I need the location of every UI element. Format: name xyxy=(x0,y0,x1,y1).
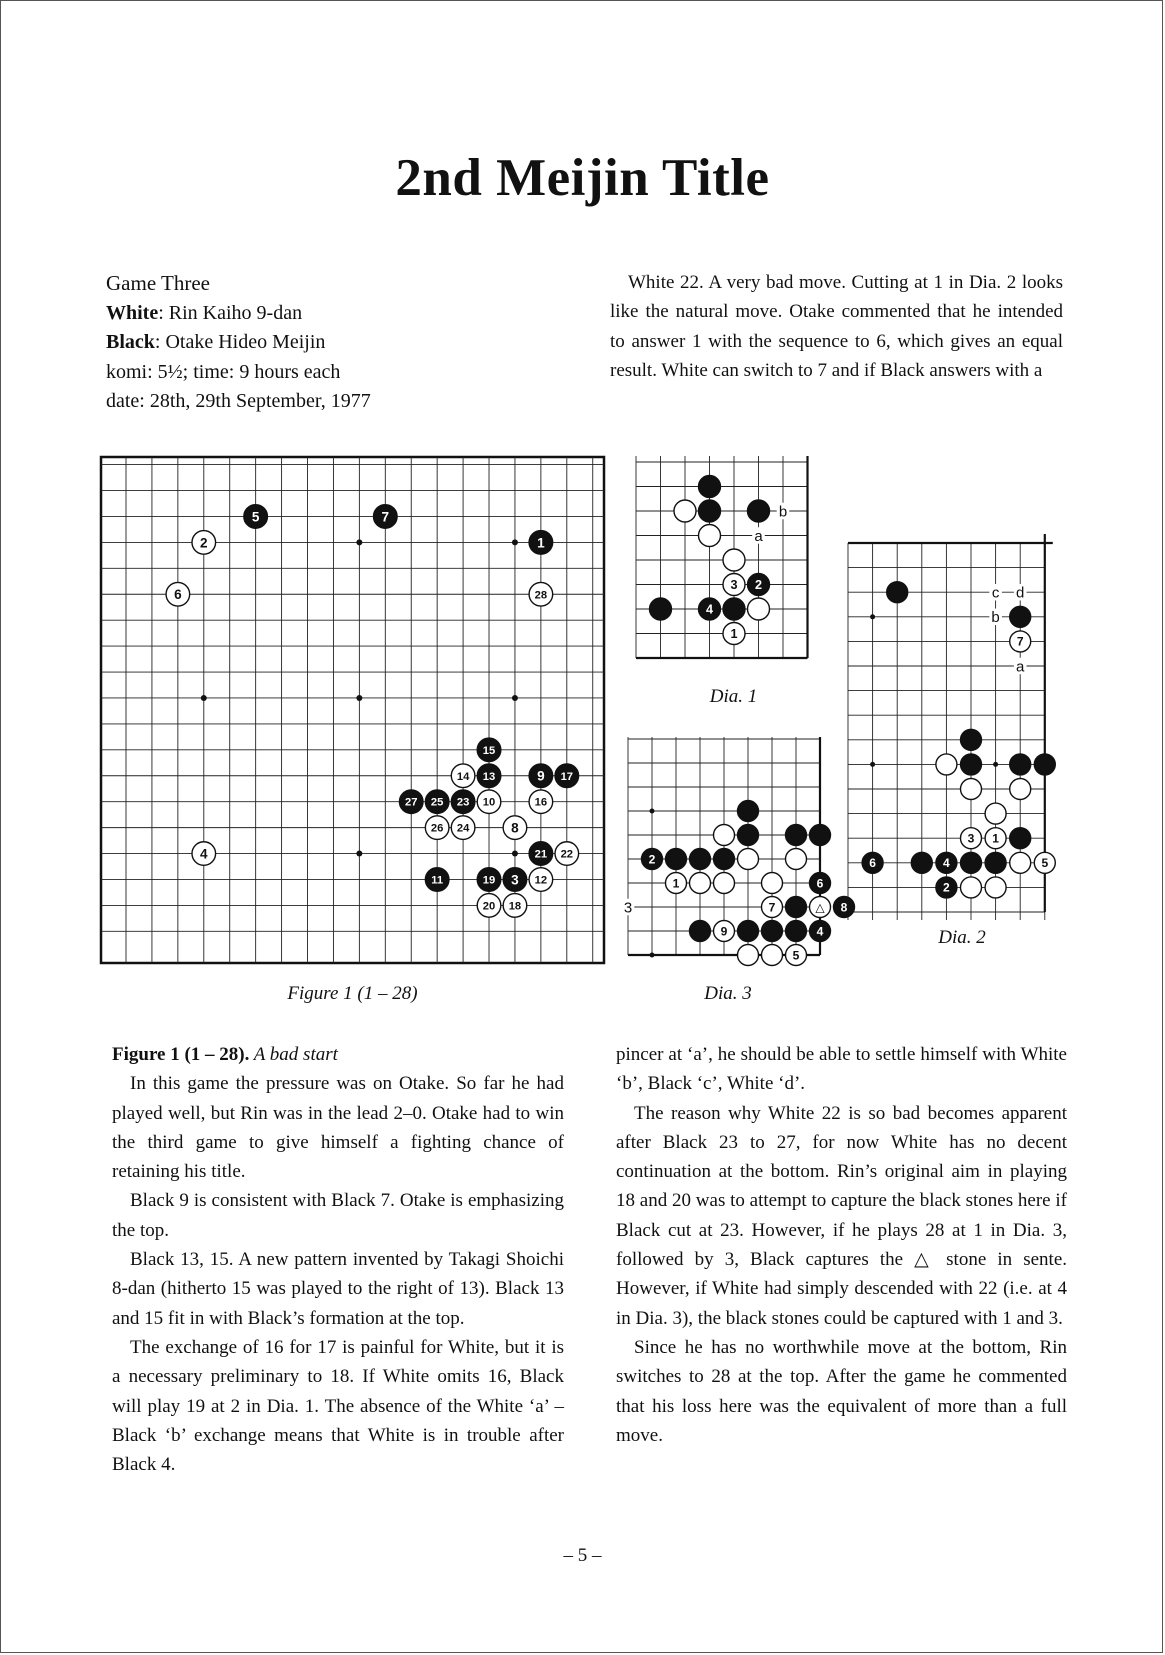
point-label: a xyxy=(754,527,763,545)
stone-number: 13 xyxy=(482,770,496,783)
right-column xyxy=(616,1040,1067,1450)
black-player-line xyxy=(106,328,371,358)
star-point xyxy=(650,953,655,958)
game-info xyxy=(106,269,371,417)
stone-number: 5 xyxy=(1041,856,1049,871)
stone-number: 1 xyxy=(730,627,738,642)
white-stone xyxy=(936,754,957,775)
white-stone xyxy=(1010,852,1031,873)
stone-number: 26 xyxy=(430,822,444,835)
black-label: Black xyxy=(106,331,155,353)
white-stone xyxy=(674,500,696,522)
stone-number: 6 xyxy=(869,856,876,871)
right-top-paragraph: White 22. A very bad move. Cutting at 1 in Dia. 2 looks like the natural move. Otake commented that he intended to answer 1 with the sequence to 6, which gives an equal result. White can switch to 7 and if Black answers with a xyxy=(610,272,1063,381)
black-stone xyxy=(714,849,735,870)
stone-number: 3 xyxy=(967,831,975,846)
stone-number: 20 xyxy=(482,900,496,913)
figure1-caption: Figure 1 (1 – 28) xyxy=(287,983,418,1004)
date-line: date: 28th, 29th September, 1977 xyxy=(106,390,371,412)
black-stone xyxy=(810,825,831,846)
white-stone xyxy=(738,945,759,966)
stone-number: 3 xyxy=(730,578,738,593)
stone-number: 25 xyxy=(430,796,444,809)
white-stone xyxy=(985,803,1006,824)
black-player: : Otake Hideo Meijin xyxy=(154,331,326,353)
stone-number: 1 xyxy=(537,535,545,551)
white-stone xyxy=(961,877,982,898)
point-label: b xyxy=(778,503,788,521)
white-stone xyxy=(748,598,770,620)
stone-number: 15 xyxy=(482,744,496,757)
black-stone xyxy=(786,897,807,918)
dia1-board xyxy=(636,456,831,676)
black-stone xyxy=(961,729,982,750)
white-stone xyxy=(714,873,735,894)
stone-number: 2 xyxy=(200,535,208,551)
black-stone xyxy=(1034,754,1055,775)
black-stone xyxy=(690,921,711,942)
stone-number: 21 xyxy=(534,848,548,861)
komi-line: komi: 5½; time: 9 hours each xyxy=(106,360,341,383)
stone-number: 1 xyxy=(672,876,680,891)
stone-number: 8 xyxy=(511,820,519,836)
white-stone xyxy=(723,549,745,571)
black-stone xyxy=(961,754,982,775)
point-label: d xyxy=(1016,584,1025,602)
stone-number: 7 xyxy=(381,509,390,525)
white-stone xyxy=(786,849,807,870)
stone-number: 9 xyxy=(537,768,545,784)
left-paragraph: Black 9 is consistent with Black 7. Otake is emphasizing the top. xyxy=(112,1190,564,1241)
black-stone xyxy=(786,825,807,846)
black-stone xyxy=(738,825,759,846)
dia3-caption: Dia. 3 xyxy=(704,983,752,1004)
point-label: b xyxy=(991,609,1000,627)
stone-number: 7 xyxy=(768,900,776,915)
white-player-line xyxy=(106,299,371,329)
white-stone xyxy=(985,877,1006,898)
star-point xyxy=(650,809,655,814)
right-paragraph: The reason why White 22 is so bad becomes apparent after Black 23 to 27, for now White has no decent continuation at the bottom. Rin’s original aim in playing 18 and 20 was to attempt to capture the black stones here if Black cut at 23. However, if he plays 28 at 1 in Dia. 3, followed by 3, Black captures the △ stone in sente. However, if White had simply descended with 22 (i.e. at 4 in Dia. 3), the black stones could be captured with 1 and 3. xyxy=(616,1102,1067,1329)
black-stone xyxy=(985,852,1006,873)
stone-number: 2 xyxy=(754,578,763,593)
left-paragraph: Black 13, 15. A new pattern invented by Takagi Shoichi 8-dan (hitherto 15 was played to the right of 13). Black 13 and 15 fit in with Black’s formation at the top. xyxy=(112,1249,564,1329)
stone-number: 2 xyxy=(943,880,950,895)
star-point xyxy=(356,695,362,701)
dia2-caption: Dia. 2 xyxy=(938,927,986,948)
white-stone xyxy=(714,825,735,846)
black-stone xyxy=(666,849,687,870)
stone-number: 18 xyxy=(508,900,522,913)
black-stone xyxy=(650,598,672,620)
stone-number: 4 xyxy=(943,856,950,871)
stone-number: △ xyxy=(815,900,825,915)
stone-number: 16 xyxy=(534,796,548,809)
stone-number: 12 xyxy=(534,874,548,887)
white-stone xyxy=(1010,779,1031,800)
dia1-caption: Dia. 1 xyxy=(709,686,758,707)
game-heading: Game Three xyxy=(106,271,210,295)
dia2-board xyxy=(848,534,1076,920)
black-stone xyxy=(762,921,783,942)
black-stone xyxy=(699,476,721,498)
board-border xyxy=(101,457,604,963)
star-point xyxy=(356,539,362,545)
right-paragraph: Since he has no worthwhile move at the bottom, Rin switches to 28 at the top. After the game he commented that his loss here was the equivalent of more than a full move. xyxy=(616,1336,1067,1446)
left-paragraph: In this game the pressure was on Otake. So far he had played well, but Rin was in the lead 2–0. Otake had to win the third game to give himself a fighting chance of retaining his title. xyxy=(112,1073,564,1183)
page-title: 2nd Meijin Title xyxy=(395,149,770,207)
page-number: – 5 – xyxy=(563,1545,602,1566)
dia3-board xyxy=(623,737,848,963)
stone-number: 1 xyxy=(992,831,999,846)
white-stone xyxy=(762,873,783,894)
star-point xyxy=(512,851,518,857)
white-stone xyxy=(961,779,982,800)
point-label: 3 xyxy=(623,899,633,917)
stone-number: 3 xyxy=(511,872,519,888)
star-point xyxy=(356,851,362,857)
star-point xyxy=(870,614,875,619)
stone-number: 22 xyxy=(560,848,574,861)
stone-number: 24 xyxy=(456,822,470,835)
black-stone xyxy=(1010,754,1031,775)
star-point xyxy=(993,762,998,767)
black-stone xyxy=(1010,828,1031,849)
stone-number: 14 xyxy=(456,770,470,783)
stone-number: 5 xyxy=(251,509,260,525)
black-stone xyxy=(961,852,982,873)
black-stone xyxy=(723,598,745,620)
black-stone xyxy=(748,500,770,522)
black-stone xyxy=(690,849,711,870)
left-column xyxy=(112,1040,564,1479)
black-stone xyxy=(786,921,807,942)
white-stone xyxy=(762,945,783,966)
stone-number: 6 xyxy=(174,587,182,603)
black-stone xyxy=(738,801,759,822)
stone-number: 4 xyxy=(200,846,208,862)
stone-number: 11 xyxy=(431,874,444,887)
point-label: c xyxy=(991,584,1000,602)
figure1-heading-italic: A bad start xyxy=(249,1044,338,1065)
right-continuation: pincer at ‘a’, he should be able to settle himself with White ‘b’, Black ‘c’, White ‘d’. xyxy=(616,1044,1067,1095)
star-point xyxy=(870,762,875,767)
point-label: a xyxy=(1016,658,1025,676)
stone-number: 5 xyxy=(792,948,800,963)
black-stone xyxy=(911,852,932,873)
right-top-text xyxy=(610,268,1063,385)
stone-number: 4 xyxy=(816,924,824,939)
white-stone xyxy=(690,873,711,894)
star-point xyxy=(512,695,518,701)
figure1-heading-bold: Figure 1 (1 – 28). xyxy=(112,1044,250,1065)
white-label: White xyxy=(106,301,159,324)
stone-number: 28 xyxy=(534,589,548,602)
white-stone xyxy=(738,849,759,870)
figure1-heading xyxy=(112,1040,564,1069)
stone-number: 8 xyxy=(840,900,848,915)
figure1-board xyxy=(100,456,605,964)
stone-number: 2 xyxy=(648,852,656,867)
stone-number: 23 xyxy=(456,796,470,809)
stone-number: 7 xyxy=(1016,634,1024,649)
left-paragraph: The exchange of 16 for 17 is painful for White, but it is a necessary preliminary to 18. If White omits 16, Black will play 19 at 2 in Dia. 1. The absence of the White ‘a’ – Black ‘b’ exchange means that White is in trouble after Black 4. xyxy=(112,1336,564,1476)
black-stone xyxy=(699,500,721,522)
stone-number: 10 xyxy=(482,796,496,809)
black-stone xyxy=(887,582,908,603)
stone-number: 6 xyxy=(816,876,824,891)
star-point xyxy=(201,695,207,701)
white-player: : Rin Kaiho 9-dan xyxy=(158,301,303,324)
stone-number: 4 xyxy=(705,602,714,617)
black-stone xyxy=(738,921,759,942)
stone-number: 17 xyxy=(560,770,574,783)
black-stone xyxy=(1010,606,1031,627)
stone-number: 9 xyxy=(720,924,728,939)
stone-number: 19 xyxy=(482,874,496,887)
white-stone xyxy=(699,525,721,547)
star-point xyxy=(512,539,518,545)
stone-number: 27 xyxy=(404,796,418,809)
